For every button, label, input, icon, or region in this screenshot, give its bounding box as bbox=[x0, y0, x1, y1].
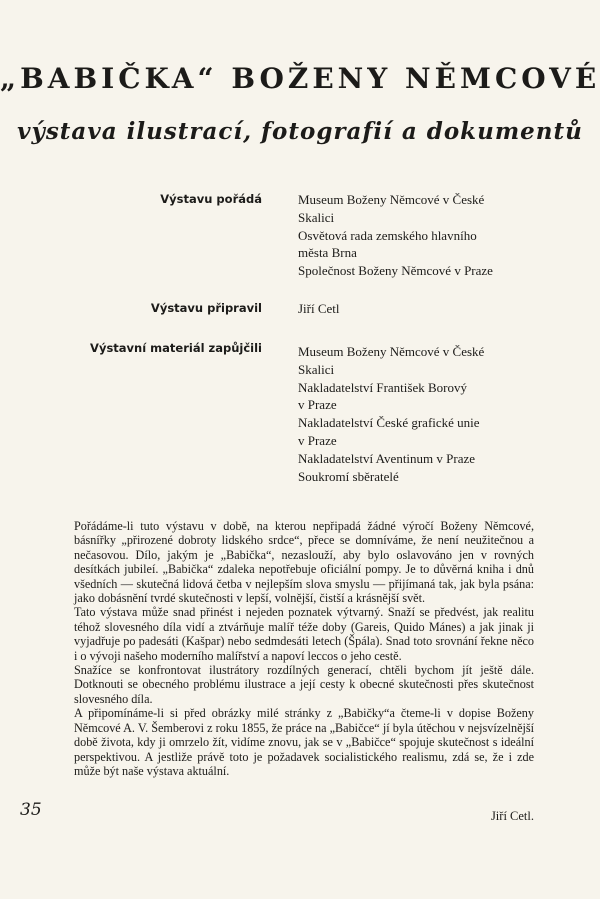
body-paragraph: Snažíce se konfrontovat ilustrátory rozdílných generací, chtěli bychom jít ještě dále. Dotknouti se obecného problému ilustrace a její cesty k obecné skutečnosti přes skutečnost slovesného díla. bbox=[74, 663, 534, 706]
page-title: „BABIČKA“ BOŽENY NĚMCOVÉ bbox=[0, 62, 600, 95]
info-line: Museum Boženy Němcové v České bbox=[298, 344, 485, 359]
info-line: Museum Boženy Němcové v České bbox=[298, 192, 485, 207]
info-line: Skalici bbox=[298, 209, 335, 225]
info-line: Soukromí sběratelé bbox=[298, 468, 399, 484]
info-values bbox=[298, 343, 528, 485]
info-values bbox=[298, 300, 528, 318]
info-line: Osvětová rada zemského hlavního bbox=[298, 227, 477, 243]
body-paragraph: A připomínáme-li si před obrázky milé stránky z „Babičky“a čteme-li v dopise Boženy Němcové A. V. Šemberovi z roku 1855, že práce na „Babičce“ jí byla útěchou v nejsvízelnější době života, kdy ji omrzelo žít, vidíme znovu, jak se v „Babičce“ spojuje skutečnost s ideální perspektivou. A jestliže právě toto je požadavek socialistického realismu, zdá se, že i zde může být naše výstava aktuální. bbox=[74, 706, 534, 778]
info-label: Výstavní materiál zapůjčili bbox=[90, 341, 262, 355]
body-text bbox=[74, 519, 534, 778]
info-line: v Praze bbox=[298, 432, 337, 448]
info-label: Výstavu připravil bbox=[150, 301, 262, 315]
info-line: města Brna bbox=[298, 245, 357, 261]
info-line: Nakladatelství František Borový bbox=[298, 379, 467, 395]
info-line: Nakladatelství Aventinum v Praze bbox=[298, 450, 476, 466]
info-line: Skalici bbox=[298, 361, 335, 377]
info-label: Výstavu pořádá bbox=[160, 192, 262, 206]
info-values bbox=[298, 191, 528, 280]
page-number: 35 bbox=[20, 800, 42, 820]
info-line: Nakladatelství České grafické unie bbox=[298, 415, 480, 431]
signature: Jiří Cetl. bbox=[490, 809, 534, 823]
body-paragraph: Pořádáme-li tuto výstavu v době, na kterou nepřipadá žádné výročí Boženy Němcové, básnířky „přirozené dobroty lidského srdce“, přece se domníváme, že není neužitečnou a nečasovou. Dílo, jakým je „Babička“, nezaslouží, aby bylo oslavováno jen v rovných desítkách jubileí. „Babička“ zdaleka nepotřebuje oficiální pompy. Je to důvěrná kniha i dnů všedních — skutečná lidová četba v nejlepším slova smyslu — přijímaná tak, jak byla psána: jako dobásnění tvrdé skutečnosti v lepší, volnější, čistší a krásnější svět. bbox=[74, 519, 534, 606]
page-subtitle: výstava ilustrací, fotografií a dokumentů bbox=[17, 118, 583, 145]
info-line: Společnost Boženy Němcové v Praze bbox=[298, 263, 493, 279]
info-line: v Praze bbox=[298, 397, 337, 413]
body-paragraph: Tato výstava může snad přinést i nejeden poznatek výtvarný. Snaží se předvést, jak realitu téhož slovesného díla vidí a ztvárňuje malíř téže doby (Gareis, Quido Mánes) a jak jinak ji vyjadřuje po padesáti (Kašpar) nebo sedmdesáti letech (Špála). Snad toto srovnání řekne něco i o vývoji našeho moderního malířství a napoví leccos o jeho cestě. bbox=[74, 605, 534, 663]
info-line: Jiří Cetl bbox=[298, 301, 340, 316]
